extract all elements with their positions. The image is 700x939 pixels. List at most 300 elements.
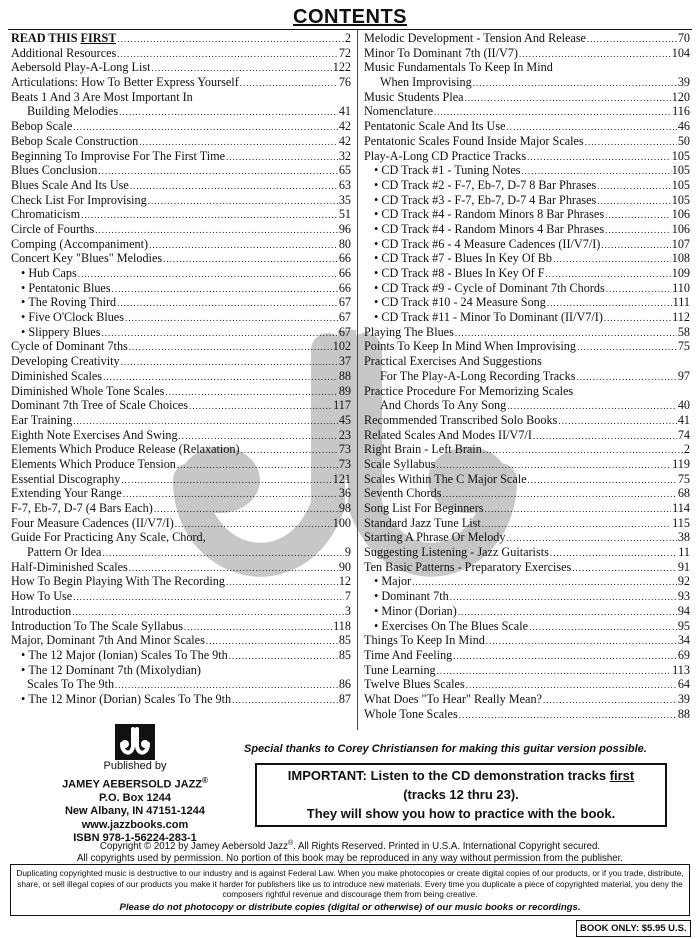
toc-leader-dots bbox=[572, 561, 677, 576]
toc-entry-title: Blues Conclusion bbox=[11, 163, 98, 178]
page-title: CONTENTS bbox=[293, 6, 407, 28]
toc-entry-title: Additional Resources bbox=[11, 45, 117, 60]
toc-leader-dots bbox=[459, 708, 677, 723]
toc-entry bbox=[364, 604, 690, 619]
toc-entry-title: Four Measure Cadences (II/V7/I) bbox=[11, 515, 174, 530]
toc-leader-dots bbox=[519, 47, 671, 62]
toc-leader-dots bbox=[115, 678, 338, 693]
toc-page-number: 23 bbox=[338, 427, 351, 442]
toc-leader-dots bbox=[450, 590, 677, 605]
toc-page-number: 105 bbox=[671, 177, 690, 192]
toc-leader-dots bbox=[154, 502, 338, 517]
toc-entry bbox=[364, 325, 690, 340]
copyright-line-1b: . All Rights Reserved. Printed in U.S.A. International Copyright secured. bbox=[293, 841, 601, 853]
toc-leader-dots bbox=[102, 546, 343, 561]
toc-page-number: 40 bbox=[677, 398, 690, 413]
toc-page-number: 34 bbox=[677, 633, 690, 648]
publisher-name bbox=[40, 774, 230, 792]
toc-leader-dots bbox=[528, 473, 677, 488]
toc-entry-title: Introduction bbox=[11, 603, 72, 618]
toc-leader-dots bbox=[177, 458, 338, 473]
toc-entry bbox=[364, 501, 690, 516]
toc-entry-title: Pentatonic Scales Found Inside Major Scales bbox=[364, 133, 584, 148]
toc-leader-dots bbox=[117, 32, 343, 47]
toc-entry-title: Major, Dominant 7th And Minor Scales bbox=[11, 633, 205, 648]
toc-entry-title: Ten Basic Patterns - Preparatory Exercises bbox=[364, 559, 572, 574]
toc-entry bbox=[364, 207, 690, 222]
toc-page-number: 117 bbox=[333, 398, 351, 413]
toc-entry-title: Elements Which Produce Tension bbox=[11, 456, 176, 471]
toc-entry-title: Playing The Blues bbox=[364, 324, 454, 339]
toc-page-number: 37 bbox=[338, 354, 351, 369]
toc-entry bbox=[364, 486, 690, 501]
aebersold-logo-icon bbox=[115, 724, 155, 760]
toc-entry bbox=[11, 472, 351, 487]
toc-page-number: 45 bbox=[338, 412, 351, 427]
toc-page-number: 94 bbox=[677, 603, 690, 618]
price-tag: BOOK ONLY: $5.95 U.S. bbox=[576, 920, 691, 937]
toc-page-number: 63 bbox=[338, 177, 351, 192]
toc-entry-title: For The Play-A-Long Recording Tracks bbox=[380, 368, 576, 383]
toc-entry-title: Pentatonic Scale And Its Use bbox=[364, 119, 506, 134]
toc-entry-title: How To Begin Playing With The Recording bbox=[11, 574, 225, 589]
toc-entry bbox=[11, 692, 351, 707]
toc-leader-dots bbox=[73, 590, 344, 605]
toc-entry bbox=[364, 413, 690, 428]
toc-entry-title: Music Students Plea bbox=[364, 89, 464, 104]
toc-page-number: 104 bbox=[671, 45, 690, 60]
toc-entry-title: Minor To Dominant 7th (II/V7) bbox=[364, 45, 518, 60]
toc-entry-title: Chromaticism bbox=[11, 207, 81, 222]
copyright-line-2: All copyrights used by permission. No portion of this book may be reproduced in any way without permission from the publisher. bbox=[77, 852, 623, 864]
toc-entry bbox=[364, 281, 690, 296]
toc-entry bbox=[364, 633, 690, 648]
publisher-address-1: P.O. Box 1244 bbox=[99, 791, 171, 804]
toc-leader-dots bbox=[98, 164, 337, 179]
toc-entry bbox=[11, 516, 351, 531]
toc-entry-title: • CD Track #10 - 24 Measure Song bbox=[374, 295, 546, 310]
toc-entry bbox=[11, 46, 351, 61]
toc-entry bbox=[11, 310, 351, 325]
toc-leader-dots bbox=[458, 605, 677, 620]
toc-leader-dots bbox=[101, 326, 337, 341]
toc-page-number: 46 bbox=[677, 119, 690, 134]
toc-page-number: 113 bbox=[672, 662, 690, 677]
toc-page-number: 51 bbox=[338, 207, 351, 222]
toc-entry-title: • The Roving Third bbox=[21, 295, 116, 310]
toc-entry-title: Eighth Note Exercises And Swing bbox=[11, 427, 178, 442]
toc-entry bbox=[11, 60, 351, 75]
toc-entry-title: • Exercises On The Blues Scale bbox=[374, 619, 528, 634]
toc-leader-dots bbox=[543, 693, 677, 708]
toc-entry-title: • Hub Caps bbox=[21, 266, 77, 281]
toc-entry bbox=[11, 501, 351, 516]
toc-page-number: 100 bbox=[332, 515, 351, 530]
toc-page-number: 68 bbox=[677, 486, 690, 501]
toc-leader-dots bbox=[149, 238, 338, 253]
toc-page-number: 36 bbox=[338, 486, 351, 501]
copyright-notice bbox=[0, 838, 700, 864]
toc-page-number: 80 bbox=[338, 236, 351, 251]
toc-entry bbox=[364, 384, 690, 399]
published-by: Published by bbox=[103, 760, 167, 772]
toc-page-number: 65 bbox=[338, 163, 351, 178]
toc-entry-title: Whole Tone Scales bbox=[364, 706, 458, 721]
toc-page-number: 106 bbox=[671, 221, 690, 236]
toc-entry-title: Building Melodies bbox=[27, 104, 119, 119]
toc-page-number: 107 bbox=[671, 236, 690, 251]
toc-page-number: 98 bbox=[338, 501, 351, 515]
toc-entry-title: Pattern Or Idea bbox=[27, 545, 102, 560]
toc-page-number: 41 bbox=[677, 412, 690, 427]
toc-page-number: 39 bbox=[677, 75, 690, 90]
toc-entry bbox=[364, 692, 690, 707]
toc-page-number: 114 bbox=[672, 501, 690, 515]
toc-entry bbox=[11, 398, 351, 413]
toc-entry bbox=[364, 545, 690, 560]
toc-entry-title: Diminished Whole Tone Scales bbox=[11, 383, 165, 398]
toc-page-number: 97 bbox=[677, 368, 690, 383]
toc-entry bbox=[364, 46, 690, 61]
toc-entry-title: Diminished Scales bbox=[11, 368, 103, 383]
toc-leader-dots bbox=[232, 693, 338, 708]
toc-entry bbox=[364, 237, 690, 252]
toc-entry-title: Points To Keep In Mind When Improvising bbox=[364, 339, 576, 354]
toc-leader-dots bbox=[72, 605, 344, 620]
toc-entry bbox=[11, 149, 351, 164]
toc-entry-title: • The 12 Major (Ionian) Scales To The 9th bbox=[21, 648, 228, 663]
toc-entry-title: Essential Discography bbox=[11, 471, 121, 486]
toc-page-number: 105 bbox=[671, 192, 690, 207]
publisher-website: www.jazzbooks.com bbox=[81, 818, 189, 831]
toc-entry bbox=[11, 354, 351, 369]
toc-page-number: 67 bbox=[338, 295, 351, 310]
toc-entry bbox=[364, 339, 690, 354]
toc-entry bbox=[11, 604, 351, 619]
toc-entry-title: • CD Track #2 - F-7, Eb-7, D-7 8 Bar Phrases bbox=[374, 178, 596, 193]
toc-entry-title: Beginning To Improvise For The First Time bbox=[11, 148, 226, 163]
toc-entry bbox=[364, 398, 690, 413]
toc-leader-dots bbox=[507, 531, 677, 546]
toc-entry-title: • CD Track #9 - Cycle of Dominant 7th Chords bbox=[374, 281, 605, 296]
toc-leader-dots bbox=[112, 282, 338, 297]
toc-entry-title: • Minor (Dorian) bbox=[374, 604, 457, 619]
toc-page-number: 115 bbox=[672, 515, 690, 530]
toc-entry bbox=[11, 457, 351, 472]
copyright-line-1 bbox=[0, 838, 700, 853]
toc-entry bbox=[364, 560, 690, 575]
toc-leader-dots bbox=[240, 76, 338, 91]
toc-leader-dots bbox=[507, 399, 677, 414]
copyright-line-1a: Copyright © 2012 by Jamey Aebersold Jazz bbox=[99, 841, 288, 853]
toc-entry bbox=[364, 75, 690, 90]
toc-leader-dots bbox=[473, 76, 677, 91]
toc-entry-title: Scales To The 9th bbox=[27, 677, 115, 692]
toc-page-number: 121 bbox=[332, 471, 351, 486]
toc-leader-dots bbox=[165, 385, 337, 400]
toc-entry-title-a: READ THIS bbox=[11, 31, 81, 45]
toc-entry bbox=[11, 663, 351, 678]
toc-page-number: 109 bbox=[671, 266, 690, 280]
toc-entry-title: • Major bbox=[374, 574, 411, 589]
toc-entry bbox=[11, 369, 351, 384]
toc-entry-title: • CD Track #7 - Blues In Key Of Bb bbox=[374, 251, 552, 266]
toc-page-number: 3 bbox=[344, 603, 351, 618]
toc-page-number: 112 bbox=[672, 310, 690, 325]
toc-leader-dots bbox=[175, 517, 332, 532]
toc-entry bbox=[364, 251, 690, 266]
toc-leader-dots bbox=[558, 414, 677, 429]
toc-page-number: 66 bbox=[338, 266, 351, 280]
toc-entry bbox=[11, 530, 351, 545]
toc-page-number: 95 bbox=[677, 618, 690, 633]
toc-entry bbox=[364, 104, 690, 119]
toc-leader-dots bbox=[73, 120, 338, 135]
toc-leader-dots bbox=[604, 311, 671, 326]
registered-mark: ® bbox=[202, 775, 208, 785]
toc-leader-dots bbox=[121, 473, 331, 488]
toc-page-number: 91 bbox=[677, 559, 690, 574]
toc-entry bbox=[11, 486, 351, 501]
toc-entry bbox=[11, 266, 351, 281]
toc-leader-dots bbox=[546, 267, 671, 282]
toc-entry bbox=[11, 325, 351, 340]
toc-entry-title: Things To Keep In Mind bbox=[364, 633, 485, 648]
toc-leader-dots bbox=[81, 208, 338, 223]
toc-leader-dots bbox=[522, 164, 671, 179]
toc-entry-title: Tune Learning bbox=[364, 662, 436, 677]
toc-entry bbox=[364, 31, 690, 46]
toc-entry-title: Seventh Chords bbox=[364, 486, 442, 501]
toc-entry bbox=[364, 163, 690, 178]
toc-entry-title: Extending Your Range bbox=[11, 486, 122, 501]
toc-entry bbox=[364, 178, 690, 193]
toc-page-number: 73 bbox=[338, 442, 351, 457]
toc-entry bbox=[11, 384, 351, 399]
important-line-2: (tracks 12 thru 23). bbox=[403, 787, 519, 802]
toc-page-number: 106 bbox=[671, 207, 690, 222]
thanks-note: Special thanks to Corey Christiansen for making this guitar version possible. bbox=[244, 743, 647, 755]
toc-leader-dots bbox=[547, 296, 672, 311]
toc-leader-dots bbox=[229, 649, 338, 664]
toc-entry bbox=[364, 677, 690, 692]
toc-entry bbox=[364, 193, 690, 208]
toc-page-number: 67 bbox=[338, 310, 351, 325]
toc-entry bbox=[11, 560, 351, 575]
toc-entry bbox=[11, 222, 351, 237]
toc-page-number: 64 bbox=[677, 677, 690, 692]
toc-entry bbox=[364, 648, 690, 663]
toc-entry bbox=[11, 648, 351, 663]
toc-entry-title: Play-A-Long CD Practice Tracks bbox=[364, 148, 527, 163]
toc-leader-dots bbox=[73, 414, 338, 429]
toc-leader-dots bbox=[95, 223, 338, 238]
toc-entry bbox=[11, 633, 351, 648]
toc-leader-dots bbox=[483, 443, 683, 458]
important-box bbox=[255, 763, 667, 827]
toc-entry-title: Blues Scale And Its Use bbox=[11, 177, 129, 192]
toc-leader-dots bbox=[78, 267, 338, 282]
toc-entry bbox=[364, 516, 690, 531]
toc-right-column bbox=[364, 31, 690, 721]
toc-page-number: 102 bbox=[332, 339, 351, 354]
toc-leader-dots bbox=[576, 370, 676, 385]
toc-leader-dots bbox=[121, 355, 338, 370]
toc-page-number: 118 bbox=[333, 618, 351, 633]
toc-entry bbox=[11, 428, 351, 443]
toc-page-number: 67 bbox=[338, 324, 351, 339]
toc-entry bbox=[11, 251, 351, 266]
title-rule bbox=[8, 29, 692, 30]
toc-page-number: 105 bbox=[671, 163, 690, 178]
toc-leader-dots bbox=[226, 575, 338, 590]
toc-page-number: 2 bbox=[344, 31, 351, 45]
toc-entry-title: Beats 1 And 3 Are Most Important In bbox=[11, 89, 193, 104]
toc-leader-dots bbox=[527, 150, 671, 165]
toc-page-number: 42 bbox=[338, 133, 351, 148]
toc-leader-dots bbox=[601, 238, 670, 253]
publisher-info bbox=[40, 760, 230, 846]
toc-page-number: 111 bbox=[672, 295, 690, 310]
toc-entry-title: Cycle of Dominant 7ths bbox=[11, 339, 128, 354]
toc-leader-dots bbox=[606, 282, 671, 297]
toc-page-number: 11 bbox=[678, 545, 690, 560]
toc-entry-title: • Slippery Blues bbox=[21, 325, 100, 340]
toc-page-number: 32 bbox=[338, 148, 351, 163]
toc-entry bbox=[11, 237, 351, 252]
toc-page-number: 42 bbox=[338, 119, 351, 134]
toc-leader-dots bbox=[189, 399, 332, 414]
toc-page-number: 88 bbox=[338, 368, 351, 383]
toc-entry-title: Nomenclature bbox=[364, 104, 434, 119]
toc-entry-title: Time And Feeling bbox=[364, 647, 453, 662]
toc-entry bbox=[364, 310, 690, 325]
toc-leader-dots bbox=[148, 194, 338, 209]
toc-page-number: 76 bbox=[338, 75, 351, 90]
toc-entry-title: • Five O'Clock Blues bbox=[21, 310, 124, 325]
toc-leader-dots bbox=[605, 208, 671, 223]
toc-page-number: 105 bbox=[671, 148, 690, 163]
toc-entry bbox=[11, 545, 351, 560]
toc-entry-title: Scale Syllabus bbox=[364, 456, 436, 471]
toc-entry bbox=[11, 281, 351, 296]
toc-leader-dots bbox=[129, 561, 338, 576]
toc-entry bbox=[11, 589, 351, 604]
toc-page-number: 2 bbox=[683, 442, 690, 457]
publisher-address-2: New Albany, IN 47151-1244 bbox=[64, 805, 205, 818]
toc-page-number: 119 bbox=[672, 456, 690, 471]
toc-entry bbox=[11, 619, 351, 634]
toc-leader-dots bbox=[123, 487, 338, 502]
toc-entry bbox=[11, 295, 351, 310]
toc-entry-title: Aebersold Play-A-Long List bbox=[11, 60, 151, 75]
toc-entry-title: Standard Jazz Tune List bbox=[364, 515, 481, 530]
toc-entry bbox=[364, 707, 690, 722]
toc-entry bbox=[11, 193, 351, 208]
toc-entry-title: • The 12 Dominant 7th (Mixolydian) bbox=[21, 663, 201, 678]
toc-entry-title: Articulations: How To Better Express Yourself bbox=[11, 75, 239, 90]
toc-entry bbox=[364, 149, 690, 164]
toc-leader-dots bbox=[129, 340, 332, 355]
toc-entry bbox=[364, 530, 690, 545]
toc-page-number: 87 bbox=[338, 691, 351, 706]
toc-leader-dots bbox=[206, 634, 338, 649]
toc-entry-title: Bebop Scale Construction bbox=[11, 133, 139, 148]
toc-entry-title: Developing Creativity bbox=[11, 354, 120, 369]
toc-leader-dots bbox=[485, 502, 672, 517]
toc-leader-dots bbox=[184, 620, 332, 635]
toc-entry-title: Practical Exercises And Suggestions bbox=[364, 354, 542, 369]
toc-entry bbox=[364, 442, 690, 457]
toc-entry-title: • Pentatonic Blues bbox=[21, 281, 111, 296]
toc-page-number: 93 bbox=[677, 589, 690, 604]
toc-entry-title: • CD Track #6 - 4 Measure Cadences (II/V7/I) bbox=[374, 237, 600, 252]
toc-entry bbox=[364, 369, 690, 384]
toc-entry bbox=[364, 457, 690, 472]
toc-entry-title: Guide For Practicing Any Scale, Chord, bbox=[11, 530, 206, 545]
toc-page-number: 9 bbox=[344, 545, 351, 560]
important-line-3: They will show you how to practice with the book. bbox=[306, 806, 616, 821]
toc-leader-dots bbox=[412, 575, 677, 590]
toc-leader-dots bbox=[130, 179, 338, 194]
toc-page-number: 41 bbox=[338, 104, 351, 119]
toc-entry-title: Scales Within The C Major Scale bbox=[364, 471, 527, 486]
publisher-name-text: JAMEY AEBERSOLD JAZZ bbox=[62, 778, 203, 791]
toc-page-number: 116 bbox=[672, 104, 690, 119]
toc-entry bbox=[364, 119, 690, 134]
toc-page-number: 96 bbox=[338, 221, 351, 236]
toc-entry-title: What Does "To Hear" Really Mean? bbox=[364, 691, 542, 706]
toc-entry-title: Check List For Improvising bbox=[11, 192, 147, 207]
toc-entry bbox=[364, 574, 690, 589]
important-line-1 bbox=[257, 766, 665, 785]
toc-entry-title: How To Use bbox=[11, 589, 73, 604]
toc-entry bbox=[11, 90, 351, 105]
toc-entry bbox=[364, 663, 690, 678]
toc-entry bbox=[364, 134, 690, 149]
toc-entry-title: • CD Track #4 - Random Minors 8 Bar Phrases bbox=[374, 207, 604, 222]
toc-leader-dots bbox=[139, 135, 338, 150]
toc-entry-title: Ear Training bbox=[11, 412, 73, 427]
toc-entry-title: When Improvising bbox=[380, 75, 472, 90]
publisher-isbn: ISBN 978-1-56224-283-1 bbox=[73, 832, 197, 845]
toc-entry bbox=[11, 134, 351, 149]
toc-page-number: 72 bbox=[338, 45, 351, 60]
toc-page-number: 122 bbox=[332, 60, 351, 75]
toc-entry bbox=[11, 574, 351, 589]
toc-page-number: 74 bbox=[677, 427, 690, 442]
toc-entry bbox=[11, 413, 351, 428]
toc-leader-dots bbox=[597, 179, 670, 194]
toc-entry bbox=[11, 31, 351, 46]
toc-entry bbox=[364, 90, 690, 105]
notice-emphasis: Please do not photocopy or distribute copies (digital or otherwise) of our music books or recordings. bbox=[119, 901, 581, 913]
toc-page-number: 7 bbox=[344, 589, 351, 604]
toc-leader-dots bbox=[103, 370, 338, 385]
toc-entry bbox=[11, 442, 351, 457]
toc-entry bbox=[11, 75, 351, 90]
toc-leader-dots bbox=[434, 105, 671, 120]
toc-entry-title: • The 12 Minor (Dorian) Scales To The 9th bbox=[21, 692, 231, 707]
toc-entry bbox=[11, 339, 351, 354]
toc-leader-dots bbox=[533, 429, 677, 444]
toc-leader-dots bbox=[486, 634, 677, 649]
toc-entry bbox=[364, 589, 690, 604]
toc-leader-dots bbox=[119, 105, 338, 120]
toc-leader-dots bbox=[163, 252, 338, 267]
toc-entry bbox=[11, 119, 351, 134]
toc-entry bbox=[364, 60, 690, 75]
